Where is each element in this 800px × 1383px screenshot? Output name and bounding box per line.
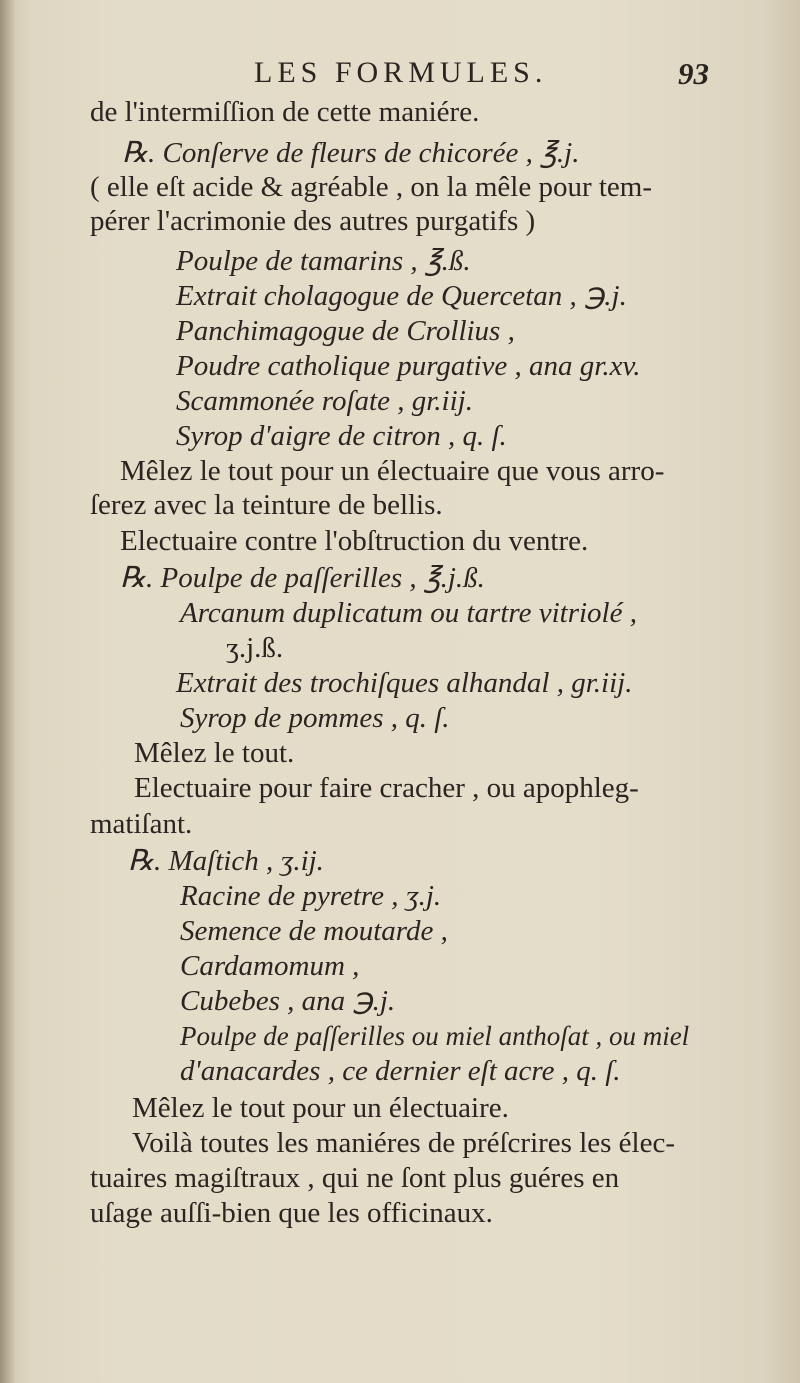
recipe-line: Cubebes , ana ℈.j. [180,985,396,1017]
text-line: pérer l'acrimonie des autres purgatifs ) [90,205,536,237]
page-gutter-shadow [0,0,14,1383]
recipe-line: Syrop d'aigre de citron , q. ſ. [176,420,507,452]
text-line: Mêlez le tout pour un électuaire. [132,1092,509,1124]
recipe-line: Extrait des trochiſques alhandal , gr.iij. [176,667,633,699]
recipe-line: ℞. Poulpe de paſſerilles , ℥.j.ß. [120,562,485,594]
recipe-line: Poulpe de paſſerilles ou miel anthoſat , ou miel [180,1021,690,1051]
recipe-line: Syrop de pommes , q. ſ. [180,702,450,734]
recipe-line: Extrait cholagogue de Quercetan , ℈.j. [176,280,627,312]
section-heading: Electuaire contre l'obſtruction du ventre. [120,525,589,557]
recipe-line: Poulpe de tamarins , ℥.ß. [176,245,471,277]
text-line: ſerez avec la teinture de bellis. [90,489,443,521]
text-line: uſage auſſi-bien que les officinaux. [90,1197,493,1229]
recipe-line: ʒ.j.ß. [226,632,284,664]
page-number: 93 [678,56,709,91]
recipe-line: Panchimagogue de Crollius , [176,315,515,347]
recipe-line: Scammonée roſate , gr.iij. [176,385,473,417]
recipe-line: d'anacardes , ce dernier eſt acre , q. ſ. [180,1055,621,1087]
recipe-line: Poudre catholique purgative , ana gr.xv. [176,350,641,382]
text-line: ( elle eſt acide & agréable , on la mêle pour tem- [90,171,653,203]
text-line: de l'intermiſſion de cette maniére. [90,96,480,128]
recipe-line: Semence de moutarde , [180,915,448,947]
section-heading: Electuaire pour faire cracher , ou apophleg- [134,772,639,804]
text-line: Mêlez le tout. [134,737,295,769]
text-line: Voilà toutes les maniéres de préſcrires les élec- [132,1127,675,1159]
running-title: LES FORMULES. [254,56,548,89]
text-line: Mêlez le tout pour un électuaire que vous arro- [120,455,665,487]
text-line: matiſant. [90,808,193,840]
recipe-line: Racine de pyretre , ʒ.j. [180,880,442,912]
recipe-line: Arcanum duplicatum ou tartre vitriolé , [180,597,637,629]
recipe-line: ℞. Maſtich , ʒ.ij. [128,845,324,877]
recipe-line: ℞. Conſerve de fleurs de chicorée , ℥.j. [122,137,580,169]
recipe-line: Cardamomum , [180,950,360,982]
text-line: tuaires magiſtraux , qui ne ſont plus guéres en [90,1162,620,1194]
